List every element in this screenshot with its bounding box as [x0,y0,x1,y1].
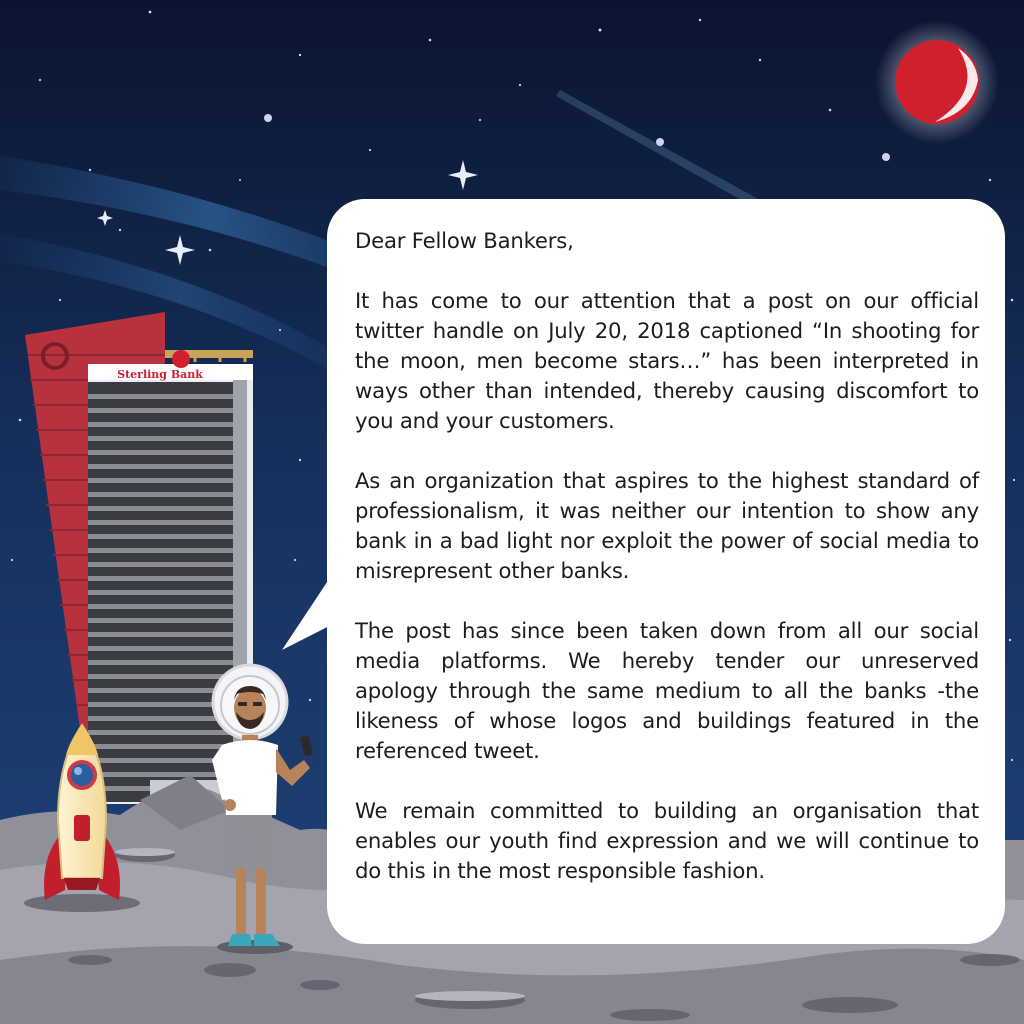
letter-greeting: Dear Fellow Bankers, [355,228,574,253]
apology-letter [355,226,979,926]
letter-paragraph: As an organization that aspires to the highest standard of professionalism, it was neither our intention to show any bank in a bad light nor exploit the power of social media to misrepresent other banks. [355,468,979,583]
letter-paragraph: We remain committed to building an organisation that enables our youth find expression and we will continue to do this in the most responsible fashion. [355,798,979,883]
letter-paragraph: The post has since been taken down from all our social media platforms. We hereby tender our unreserved apology through the same medium to all the banks -the likeness of whose logos and buildings featured in the referenced tweet. [355,618,979,763]
building-sign: Sterling Bank [117,368,203,381]
letter-paragraph: It has come to our attention that a post on our official twitter handle on July 20, 2018 captioned “In shooting for the moon, men become stars…” has been interpreted in ways other than intended, thereby causing discomfort to you and your customers. [355,288,979,433]
sterling-logo-moon [875,20,999,144]
